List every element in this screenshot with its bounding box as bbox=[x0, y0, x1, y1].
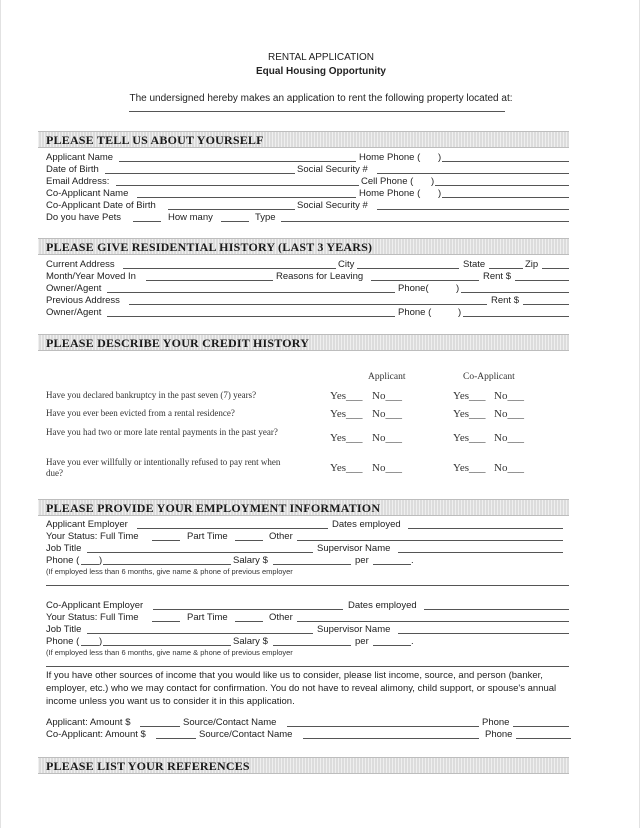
field-state[interactable] bbox=[489, 268, 523, 269]
section-header-employment: PLEASE PROVIDE YOUR EMPLOYMENT INFORMATION bbox=[38, 499, 569, 516]
yes-applicant-1[interactable]: Yes___ bbox=[330, 390, 363, 402]
field-phone-b[interactable] bbox=[516, 738, 571, 739]
credit-question-1: Have you declared bankruptcy in the past seven (7) years? bbox=[46, 390, 257, 400]
label-co-part-time: Part Time bbox=[187, 612, 228, 623]
label-home-phone: Home Phone ( bbox=[359, 152, 421, 163]
field-phone-2[interactable] bbox=[463, 316, 569, 317]
label-dates-employed: Dates employed bbox=[332, 519, 401, 530]
credit-question-3: Have you had two or more late rental payments in the past year? bbox=[46, 427, 278, 437]
field-co-phone[interactable] bbox=[103, 645, 231, 646]
field-other[interactable] bbox=[297, 540, 563, 541]
no-coapplicant-1[interactable]: No___ bbox=[494, 390, 524, 402]
field-co-phone-area[interactable] bbox=[81, 645, 99, 646]
label-per: per bbox=[355, 555, 369, 566]
label-supervisor: Supervisor Name bbox=[317, 543, 391, 554]
field-co-supervisor[interactable] bbox=[398, 633, 569, 634]
form-subtitle: Equal Housing Opportunity bbox=[256, 66, 386, 77]
field-applicant-employer[interactable] bbox=[137, 528, 328, 529]
yes-applicant-3[interactable]: Yes___ bbox=[330, 432, 363, 444]
col-applicant: Applicant bbox=[368, 372, 406, 382]
field-phone-a[interactable] bbox=[513, 726, 569, 727]
paren-close: ) bbox=[438, 152, 442, 163]
credit-question-4: Have you ever willfully or intentionally refused to pay rent when due? bbox=[46, 457, 281, 478]
yes-coapplicant-1[interactable]: Yes___ bbox=[453, 390, 486, 402]
field-applicant-name[interactable] bbox=[119, 161, 356, 162]
label-co-job-title: Job Title bbox=[46, 624, 82, 635]
label-co-ssn: Social Security # bbox=[297, 200, 368, 211]
label-other: Other bbox=[269, 531, 293, 542]
label-part-time: Part Time bbox=[187, 531, 228, 542]
field-full-time[interactable] bbox=[152, 540, 180, 541]
field-co-dob[interactable] bbox=[168, 209, 295, 210]
field-moved-in[interactable] bbox=[146, 280, 273, 281]
field-previous-employer[interactable] bbox=[46, 585, 569, 586]
label-owner-1: Owner/Agent bbox=[46, 283, 102, 294]
yes-coapplicant-2[interactable]: Yes___ bbox=[453, 408, 486, 420]
label-job-title: Job Title bbox=[46, 543, 82, 554]
field-rent-1[interactable] bbox=[515, 280, 569, 281]
field-co-full-time[interactable] bbox=[152, 621, 180, 622]
label-co-name: Co-Applicant Name bbox=[46, 188, 129, 199]
field-phone-1[interactable] bbox=[461, 292, 569, 293]
paren-close: ) bbox=[431, 176, 435, 187]
label-zip: Zip bbox=[525, 259, 539, 270]
label-co-employer: Co-Applicant Employer bbox=[46, 600, 144, 611]
label-dob: Date of Birth bbox=[46, 164, 99, 175]
period: . bbox=[411, 555, 414, 566]
field-co-amount[interactable] bbox=[156, 738, 196, 739]
section-header-credit: PLEASE DESCRIBE YOUR CREDIT HISTORY bbox=[38, 334, 569, 351]
field-rent-2[interactable] bbox=[523, 304, 569, 305]
label-status: Your Status: Full Time bbox=[46, 531, 139, 542]
field-co-job-title[interactable] bbox=[87, 633, 313, 634]
field-co-other[interactable] bbox=[297, 621, 569, 622]
no-applicant-1[interactable]: No___ bbox=[372, 390, 402, 402]
co-employment-note: (If employed less than 6 months, give name & phone of previous employer bbox=[46, 648, 293, 657]
field-co-employer[interactable] bbox=[153, 609, 343, 610]
field-phone-area[interactable] bbox=[81, 564, 99, 565]
period: . bbox=[411, 636, 414, 647]
field-zip[interactable] bbox=[542, 268, 569, 269]
label-co-salary: Salary $ bbox=[233, 636, 268, 647]
label-pets: Do you have Pets bbox=[46, 212, 121, 223]
label-co-status: Your Status: Full Time bbox=[46, 612, 139, 623]
field-reasons[interactable] bbox=[371, 280, 479, 281]
label-phone: Phone ( bbox=[46, 555, 80, 566]
no-coapplicant-2[interactable]: No___ bbox=[494, 408, 524, 420]
label-owner-2: Owner/Agent bbox=[46, 307, 102, 318]
field-ssn[interactable] bbox=[377, 173, 569, 174]
label-co-dob: Co-Applicant Date of Birth bbox=[46, 200, 156, 211]
property-address-line[interactable] bbox=[129, 111, 505, 112]
label-prev-address: Previous Address bbox=[46, 295, 120, 306]
label-phone-1: Phone( bbox=[398, 283, 429, 294]
label-how-many: How many bbox=[168, 212, 213, 223]
employment-note: (If employed less than 6 months, give name & phone of previous employer bbox=[46, 567, 293, 576]
label-salary: Salary $ bbox=[233, 555, 268, 566]
field-job-title[interactable] bbox=[87, 552, 313, 553]
yes-coapplicant-4[interactable]: Yes___ bbox=[453, 462, 486, 474]
label-co-per: per bbox=[355, 636, 369, 647]
paren-close: ) bbox=[438, 188, 442, 199]
label-co-amount: Co-Applicant: Amount $ bbox=[46, 729, 146, 740]
no-applicant-4[interactable]: No___ bbox=[372, 462, 402, 474]
field-co-previous-employer[interactable] bbox=[46, 666, 569, 667]
label-co-supervisor: Supervisor Name bbox=[317, 624, 391, 635]
field-part-time[interactable] bbox=[235, 540, 263, 541]
field-phone[interactable] bbox=[103, 564, 231, 565]
label-rent-1: Rent $ bbox=[483, 271, 511, 282]
paren-close: ) bbox=[99, 636, 103, 647]
label-co-source-contact: Source/Contact Name bbox=[199, 729, 293, 740]
form-title: RENTAL APPLICATION bbox=[268, 52, 374, 63]
field-salary[interactable] bbox=[273, 564, 351, 565]
field-co-part-time[interactable] bbox=[235, 621, 263, 622]
field-co-home-phone[interactable] bbox=[442, 197, 569, 198]
label-cell-phone: Cell Phone ( bbox=[361, 176, 414, 187]
label-phone-2: Phone ( bbox=[398, 307, 432, 318]
label-city: City bbox=[338, 259, 355, 270]
no-applicant-3[interactable]: No___ bbox=[372, 432, 402, 444]
label-source-contact: Source/Contact Name bbox=[183, 717, 277, 728]
field-owner-1[interactable] bbox=[107, 292, 395, 293]
label-co-other: Other bbox=[269, 612, 293, 623]
field-type[interactable] bbox=[281, 221, 569, 222]
label-rent-2: Rent $ bbox=[491, 295, 519, 306]
field-supervisor[interactable] bbox=[398, 552, 563, 553]
section-header-residential: PLEASE GIVE RESIDENTIAL HISTORY (LAST 3 YEARS) bbox=[38, 238, 569, 255]
field-applicant-amount[interactable] bbox=[140, 726, 180, 727]
field-co-source-contact[interactable] bbox=[303, 738, 479, 739]
field-per[interactable] bbox=[373, 564, 411, 565]
field-co-name[interactable] bbox=[137, 197, 356, 198]
field-owner-2[interactable] bbox=[107, 316, 395, 317]
field-prev-address[interactable] bbox=[129, 304, 487, 305]
field-dob[interactable] bbox=[105, 173, 295, 174]
label-state: State bbox=[463, 259, 486, 270]
paren-close: ) bbox=[99, 555, 103, 566]
no-applicant-2[interactable]: No___ bbox=[372, 408, 402, 420]
field-co-salary[interactable] bbox=[273, 645, 351, 646]
field-cell-phone[interactable] bbox=[435, 185, 569, 186]
label-moved-in: Month/Year Moved In bbox=[46, 271, 136, 282]
field-pets[interactable] bbox=[133, 221, 161, 222]
intro-text: The undersigned hereby makes an application to rent the following property located at: bbox=[129, 93, 513, 104]
label-co-phone: Phone ( bbox=[46, 636, 80, 647]
yes-coapplicant-3[interactable]: Yes___ bbox=[453, 432, 486, 444]
yes-applicant-4[interactable]: Yes___ bbox=[330, 462, 363, 474]
section-header-about: PLEASE TELL US ABOUT YOURSELF bbox=[38, 131, 569, 148]
field-co-per[interactable] bbox=[373, 645, 411, 646]
label-applicant-amount: Applicant: Amount $ bbox=[46, 717, 131, 728]
field-current-address[interactable] bbox=[123, 268, 336, 269]
label-reasons: Reasons for Leaving bbox=[276, 271, 364, 282]
yes-applicant-2[interactable]: Yes___ bbox=[330, 408, 363, 420]
col-coapplicant: Co-Applicant bbox=[463, 372, 515, 382]
income-paragraph: If you have other sources of income that you would like us to consider, please list income, source, and person (banker, employer, etc.) who we may contact for confirmation. You do not have to reveal alimony, child support, or spouse's annual income unless you want us to consider it in this application. bbox=[46, 670, 557, 707]
field-co-ssn[interactable] bbox=[377, 209, 569, 210]
field-source-contact[interactable] bbox=[287, 726, 479, 727]
paren-close: ) bbox=[458, 307, 462, 318]
label-phone-a: Phone bbox=[482, 717, 510, 728]
paren-close: ) bbox=[456, 283, 460, 294]
label-phone-b: Phone bbox=[485, 729, 513, 740]
label-current-address: Current Address bbox=[46, 259, 115, 270]
field-city[interactable] bbox=[357, 268, 459, 269]
label-applicant-employer: Applicant Employer bbox=[46, 519, 128, 530]
no-coapplicant-3[interactable]: No___ bbox=[494, 432, 524, 444]
label-type: Type bbox=[255, 212, 276, 223]
no-coapplicant-4[interactable]: No___ bbox=[494, 462, 524, 474]
field-email[interactable] bbox=[116, 185, 359, 186]
label-co-dates-employed: Dates employed bbox=[348, 600, 417, 611]
label-co-home-phone: Home Phone ( bbox=[359, 188, 421, 199]
label-email: Email Address: bbox=[46, 176, 110, 187]
credit-question-2: Have you ever been evicted from a rental residence? bbox=[46, 408, 235, 418]
field-dates-employed[interactable] bbox=[408, 528, 563, 529]
label-applicant-name: Applicant Name bbox=[46, 152, 114, 163]
label-ssn: Social Security # bbox=[297, 164, 368, 175]
field-home-phone[interactable] bbox=[442, 161, 569, 162]
field-how-many[interactable] bbox=[221, 221, 249, 222]
section-header-references: PLEASE LIST YOUR REFERENCES bbox=[38, 757, 569, 774]
field-co-dates-employed[interactable] bbox=[424, 609, 569, 610]
